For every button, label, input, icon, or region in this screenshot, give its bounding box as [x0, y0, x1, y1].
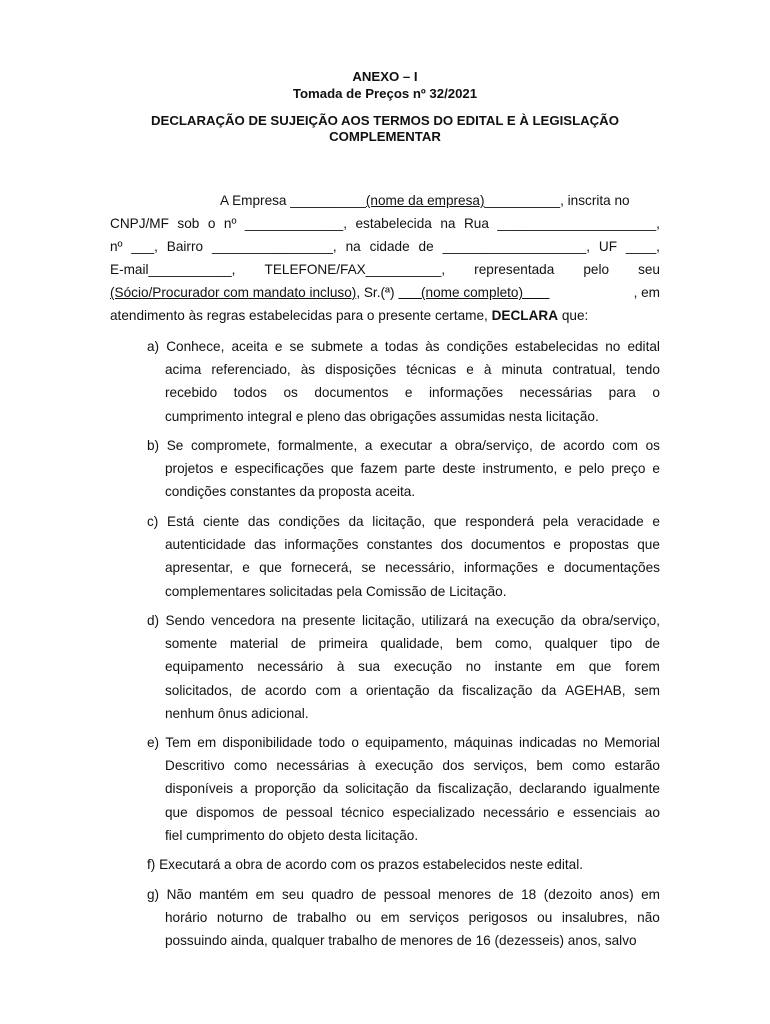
word: projetos: [165, 461, 214, 477]
word: não: [637, 910, 660, 926]
word: sua: [358, 659, 381, 675]
word: deste: [442, 461, 476, 477]
intro-line-2: [110, 212, 660, 235]
word: Descritivo: [165, 758, 225, 774]
list-item-line: [147, 434, 660, 457]
word: Se: [166, 438, 184, 453]
word: no: [465, 659, 481, 675]
word: de: [290, 636, 306, 652]
word: de: [418, 239, 434, 254]
word: de: [241, 682, 257, 698]
list-item-line: [165, 533, 660, 556]
word: técnicas: [406, 362, 457, 378]
word: na: [345, 239, 361, 254]
intro-word: pelo: [583, 262, 610, 277]
word: execução: [374, 758, 434, 774]
list-item-line: [165, 457, 660, 480]
word: forem: [625, 659, 660, 675]
word: Tem: [165, 735, 192, 750]
list-item-e: [147, 731, 660, 847]
list-item-line: condições constantes da proposta aceita.: [165, 484, 416, 500]
list-item-line: fiel cumprimento do objeto desta licitação.: [165, 827, 419, 843]
word: a: [240, 781, 248, 797]
word: formalmente,: [277, 438, 358, 453]
list-item-line: [147, 609, 660, 632]
email-field: E-mail___________,: [110, 262, 236, 277]
word: acordo: [563, 438, 605, 453]
word: solicitação: [345, 781, 409, 797]
word: Conhece,: [166, 339, 225, 354]
word: execução: [496, 613, 555, 628]
word: mantém: [199, 887, 249, 902]
word: que: [433, 514, 457, 529]
word: perigosos: [468, 910, 528, 926]
word: primeira: [318, 636, 368, 652]
word: presente: [302, 613, 356, 628]
word: executar: [380, 438, 433, 453]
word: vencedora: [211, 613, 275, 628]
word: 18: [521, 887, 537, 902]
word: tipo: [610, 636, 633, 652]
word: documentos: [314, 385, 389, 401]
word: que: [588, 659, 612, 675]
word: pelo: [578, 461, 605, 477]
word: e: [466, 362, 474, 378]
word: bem: [536, 758, 563, 774]
word: com: [315, 682, 341, 698]
intro-line-6: [110, 304, 660, 327]
word: que: [637, 537, 660, 553]
word: técnico: [341, 804, 385, 820]
word: estarão: [614, 758, 660, 774]
word: pela: [542, 514, 569, 529]
intro-word: seu: [638, 262, 660, 277]
word: preço: [611, 461, 646, 477]
word: e: [553, 537, 561, 553]
list-item-line: [165, 679, 660, 702]
word: que: [165, 804, 188, 820]
word: serviços,: [473, 758, 528, 774]
word: necessário: [483, 804, 549, 820]
phone-fax-field: TELEFONE/FAX__________,: [264, 262, 446, 277]
word: a: [349, 682, 358, 698]
list-item-line: f) Executará a obra de acordo com os prazos estabelecidos neste edital.: [147, 857, 584, 872]
word: da: [323, 781, 339, 797]
word: às: [300, 362, 316, 378]
word: ao: [644, 804, 660, 820]
word: de: [644, 636, 660, 652]
list-item-line: [147, 335, 660, 358]
word: necessárias: [519, 385, 593, 401]
word: os: [645, 438, 660, 453]
word: parte: [404, 461, 436, 477]
word: em: [380, 910, 400, 926]
company-field-prefix: A Empresa __________: [220, 193, 366, 208]
word: à: [336, 659, 345, 675]
word: a: [439, 438, 448, 453]
word: e: [547, 560, 555, 576]
list-item-a: [147, 335, 660, 428]
representative-role-field: (Sócio/Procurador com mandato incluso): [110, 285, 357, 300]
word: _____________,: [244, 216, 347, 231]
word: minuta: [501, 362, 543, 378]
word: ___,: [131, 239, 158, 254]
word: utilizará: [421, 613, 469, 628]
list-item-line: [147, 731, 660, 754]
word: menores: [438, 887, 492, 902]
word: responderá: [465, 514, 535, 529]
word: e: [652, 461, 660, 477]
word: documentos: [471, 537, 546, 553]
word: condições: [446, 339, 508, 354]
list-item-line: [165, 777, 660, 800]
list-item-line: [165, 655, 660, 678]
word: e: [220, 461, 228, 477]
word: tendo: [625, 362, 660, 378]
word: informações: [284, 537, 359, 553]
word: qualidade,: [380, 636, 444, 652]
word: Não: [166, 887, 192, 902]
intro-line-1: [110, 189, 660, 212]
word: da: [560, 613, 576, 628]
word: a: [364, 438, 373, 453]
company-field-suffix: __________, inscrita no: [484, 193, 630, 208]
word: edital: [627, 339, 660, 354]
word: estabelecida: [355, 216, 432, 231]
word: em: [255, 887, 275, 902]
declaration-title-line2: COMPLEMENTAR: [329, 129, 441, 144]
word: bem: [455, 636, 483, 652]
word: e: [564, 461, 572, 477]
intro-paragraph: [110, 189, 660, 327]
list-item-line: cumprimento integral e pleno das obrigações assumidas nesta licitação.: [165, 408, 599, 424]
word: instrumento,: [482, 461, 558, 477]
word: recebido: [165, 385, 218, 401]
word: como,: [494, 636, 532, 652]
word: constantes: [366, 537, 433, 553]
word: ou: [356, 910, 372, 926]
word: e: [404, 385, 413, 401]
word: submete: [310, 339, 364, 354]
word: de: [262, 804, 278, 820]
word: obra/serviço,: [454, 438, 533, 453]
word: se: [289, 339, 304, 354]
word: disposições: [325, 362, 397, 378]
word: que: [330, 461, 354, 477]
word: contratual,: [552, 362, 616, 378]
word: dos: [442, 758, 465, 774]
list-item-c: [147, 510, 660, 603]
word: ________________,: [211, 239, 337, 254]
word: (dezoito: [543, 887, 593, 902]
annex-title: ANEXO – I: [352, 69, 418, 84]
list-item-line: [165, 801, 660, 824]
declaration-title-line1: DECLARAÇÃO DE SUJEIÇÃO AOS TERMOS DO EDITAL E À LEGISLAÇÃO: [151, 113, 619, 128]
word: material: [229, 636, 279, 652]
word: orientação: [366, 682, 430, 698]
word: ciente: [202, 514, 240, 529]
word: instante: [494, 659, 543, 675]
word: UF: [598, 239, 617, 254]
word: quadro: [311, 887, 354, 902]
word: dispomos: [195, 804, 255, 820]
word: licitação,: [372, 514, 426, 529]
word: nº: [223, 216, 237, 231]
word: declarando: [519, 781, 587, 797]
intro-line-3: [110, 235, 660, 258]
word: g): [147, 887, 160, 902]
word: o: [652, 385, 660, 401]
word: essenciais: [573, 804, 637, 820]
word: disponíveis: [165, 781, 234, 797]
list-item-line: [147, 510, 660, 533]
word: fornecerá,: [291, 560, 353, 576]
word: da: [348, 514, 364, 529]
word: de: [361, 887, 377, 902]
word: e: [652, 514, 660, 529]
word: às: [425, 339, 440, 354]
intro-word: representada: [474, 262, 555, 277]
word: igualmente: [593, 781, 660, 797]
word: necessário,: [385, 560, 455, 576]
word: especializado: [392, 804, 475, 820]
word: pessoal: [383, 887, 431, 902]
word: o: [207, 216, 216, 231]
word: que: [259, 560, 282, 576]
word: compromete,: [190, 438, 271, 453]
word: sob: [177, 216, 200, 231]
word: acordo: [264, 682, 307, 698]
word: d): [147, 613, 160, 628]
list-item-line: possuindo ainda, qualquer trabalho de menores de 16 (dezesseis) anos, salvo: [165, 933, 637, 949]
word: _____________________,: [497, 216, 660, 231]
word: solicitados,: [165, 682, 233, 698]
word: da: [415, 781, 431, 797]
word: da: [541, 682, 557, 698]
tender-number: Tomada de Preços nº 32/2021: [292, 86, 478, 101]
word: Sendo: [165, 613, 205, 628]
word: insalubres,: [561, 910, 628, 926]
word: noturno: [216, 910, 264, 926]
list-item-line: [147, 883, 660, 906]
word: dos: [440, 537, 463, 553]
word: horário: [165, 910, 208, 926]
word: ou: [537, 910, 553, 926]
word: o: [351, 735, 359, 750]
word: Bairro: [166, 239, 204, 254]
word: na: [440, 216, 456, 231]
word: estabelecidas: [514, 339, 599, 354]
list-item-g: [147, 883, 660, 953]
declara-keyword: DECLARA: [491, 308, 559, 323]
word: como: [233, 758, 268, 774]
intro-text: , em: [633, 285, 660, 300]
word: a): [147, 339, 160, 354]
word: e: [242, 560, 250, 576]
word: qualquer: [544, 636, 598, 652]
word: no: [582, 735, 598, 750]
word: ____,: [625, 239, 660, 254]
list-item-f: [147, 853, 660, 876]
list-item-line: [165, 358, 660, 381]
list-item-line: [165, 632, 660, 655]
word: todas: [384, 339, 419, 354]
word: e): [147, 735, 160, 750]
intro-line-5: [110, 281, 660, 304]
full-name-field: (nome completo): [398, 285, 550, 300]
word: e: [274, 339, 283, 354]
word: em: [641, 887, 660, 902]
word: licitação,: [361, 613, 415, 628]
word: equipamento,: [365, 735, 448, 750]
word: somente: [165, 636, 218, 652]
word: equipamento: [165, 659, 244, 675]
word: no: [605, 339, 621, 354]
word: anos): [599, 887, 634, 902]
word: e: [557, 804, 565, 820]
word: de: [540, 438, 556, 453]
word: na: [474, 613, 490, 628]
word: como: [572, 758, 606, 774]
word: disponibilidade: [222, 735, 313, 750]
intro-text: , Sr.(ª): [356, 285, 395, 300]
word: apresentar,: [165, 560, 234, 576]
list-item-line: complementares solicitadas pela Comissão de Licitação.: [165, 583, 507, 599]
word: aceita: [231, 339, 268, 354]
word: das: [247, 514, 270, 529]
word: seu: [281, 887, 304, 902]
word: informações: [463, 560, 538, 576]
word: ___________________,: [442, 239, 590, 254]
word: trabalho: [297, 910, 347, 926]
word: à: [483, 362, 492, 378]
word: com: [612, 438, 638, 453]
word: se: [361, 560, 376, 576]
word: acima: [165, 362, 202, 378]
word: condições: [278, 514, 340, 529]
word: Está: [167, 514, 195, 529]
word: Memorial: [604, 735, 660, 750]
word: na: [281, 613, 297, 628]
word: proporção: [254, 781, 316, 797]
word: autenticidade: [165, 537, 246, 553]
word: b): [147, 438, 160, 453]
list-item-line: [165, 754, 660, 777]
list-item-b: [147, 434, 660, 504]
word: de: [498, 887, 514, 902]
list-item-line: [165, 556, 660, 579]
word: obra/serviço,: [582, 613, 660, 628]
intro-line-4: [110, 258, 660, 281]
word: informações: [428, 385, 504, 401]
word: pessoal: [285, 804, 333, 820]
word: todos: [233, 385, 267, 401]
word: todo: [318, 735, 346, 750]
word: veracidade: [577, 514, 644, 529]
word: CNPJ/MF: [110, 216, 169, 231]
word: fazem: [360, 461, 398, 477]
list-item-line: nenhum ônus adicional.: [165, 705, 309, 721]
word: os: [283, 385, 298, 401]
word: execução: [393, 659, 453, 675]
word: Rua: [463, 216, 489, 231]
word: fiscalização,: [437, 781, 513, 797]
word: das: [254, 537, 277, 553]
word: em: [197, 735, 217, 750]
intro-text: que:: [561, 308, 589, 323]
word: especificações: [234, 461, 324, 477]
list-item-d: [147, 609, 660, 725]
list-item-line: [165, 906, 660, 929]
word: necessário: [257, 659, 324, 675]
word: sem: [634, 682, 660, 698]
word: a: [370, 339, 378, 354]
company-name-field: (nome da empresa): [365, 193, 485, 208]
word: serviços: [409, 910, 460, 926]
word: máquinas: [453, 735, 513, 750]
word: em: [556, 659, 575, 675]
word: nº: [110, 239, 123, 254]
word: referenciado,: [211, 362, 291, 378]
word: fiscalização: [462, 682, 533, 698]
word: da: [438, 682, 454, 698]
intro-text: atendimento às regras estabelecidas para o presente certame,: [110, 308, 488, 323]
list-item-line: [165, 381, 660, 404]
word: cidade: [369, 239, 410, 254]
word: documentações: [563, 560, 660, 576]
word: c): [147, 514, 159, 529]
word: de: [272, 910, 288, 926]
word: propostas: [569, 537, 629, 553]
word: AGEHAB,: [565, 682, 626, 698]
word: necessárias: [276, 758, 349, 774]
word: indicadas: [519, 735, 577, 750]
word: para: [608, 385, 636, 401]
word: à: [358, 758, 366, 774]
